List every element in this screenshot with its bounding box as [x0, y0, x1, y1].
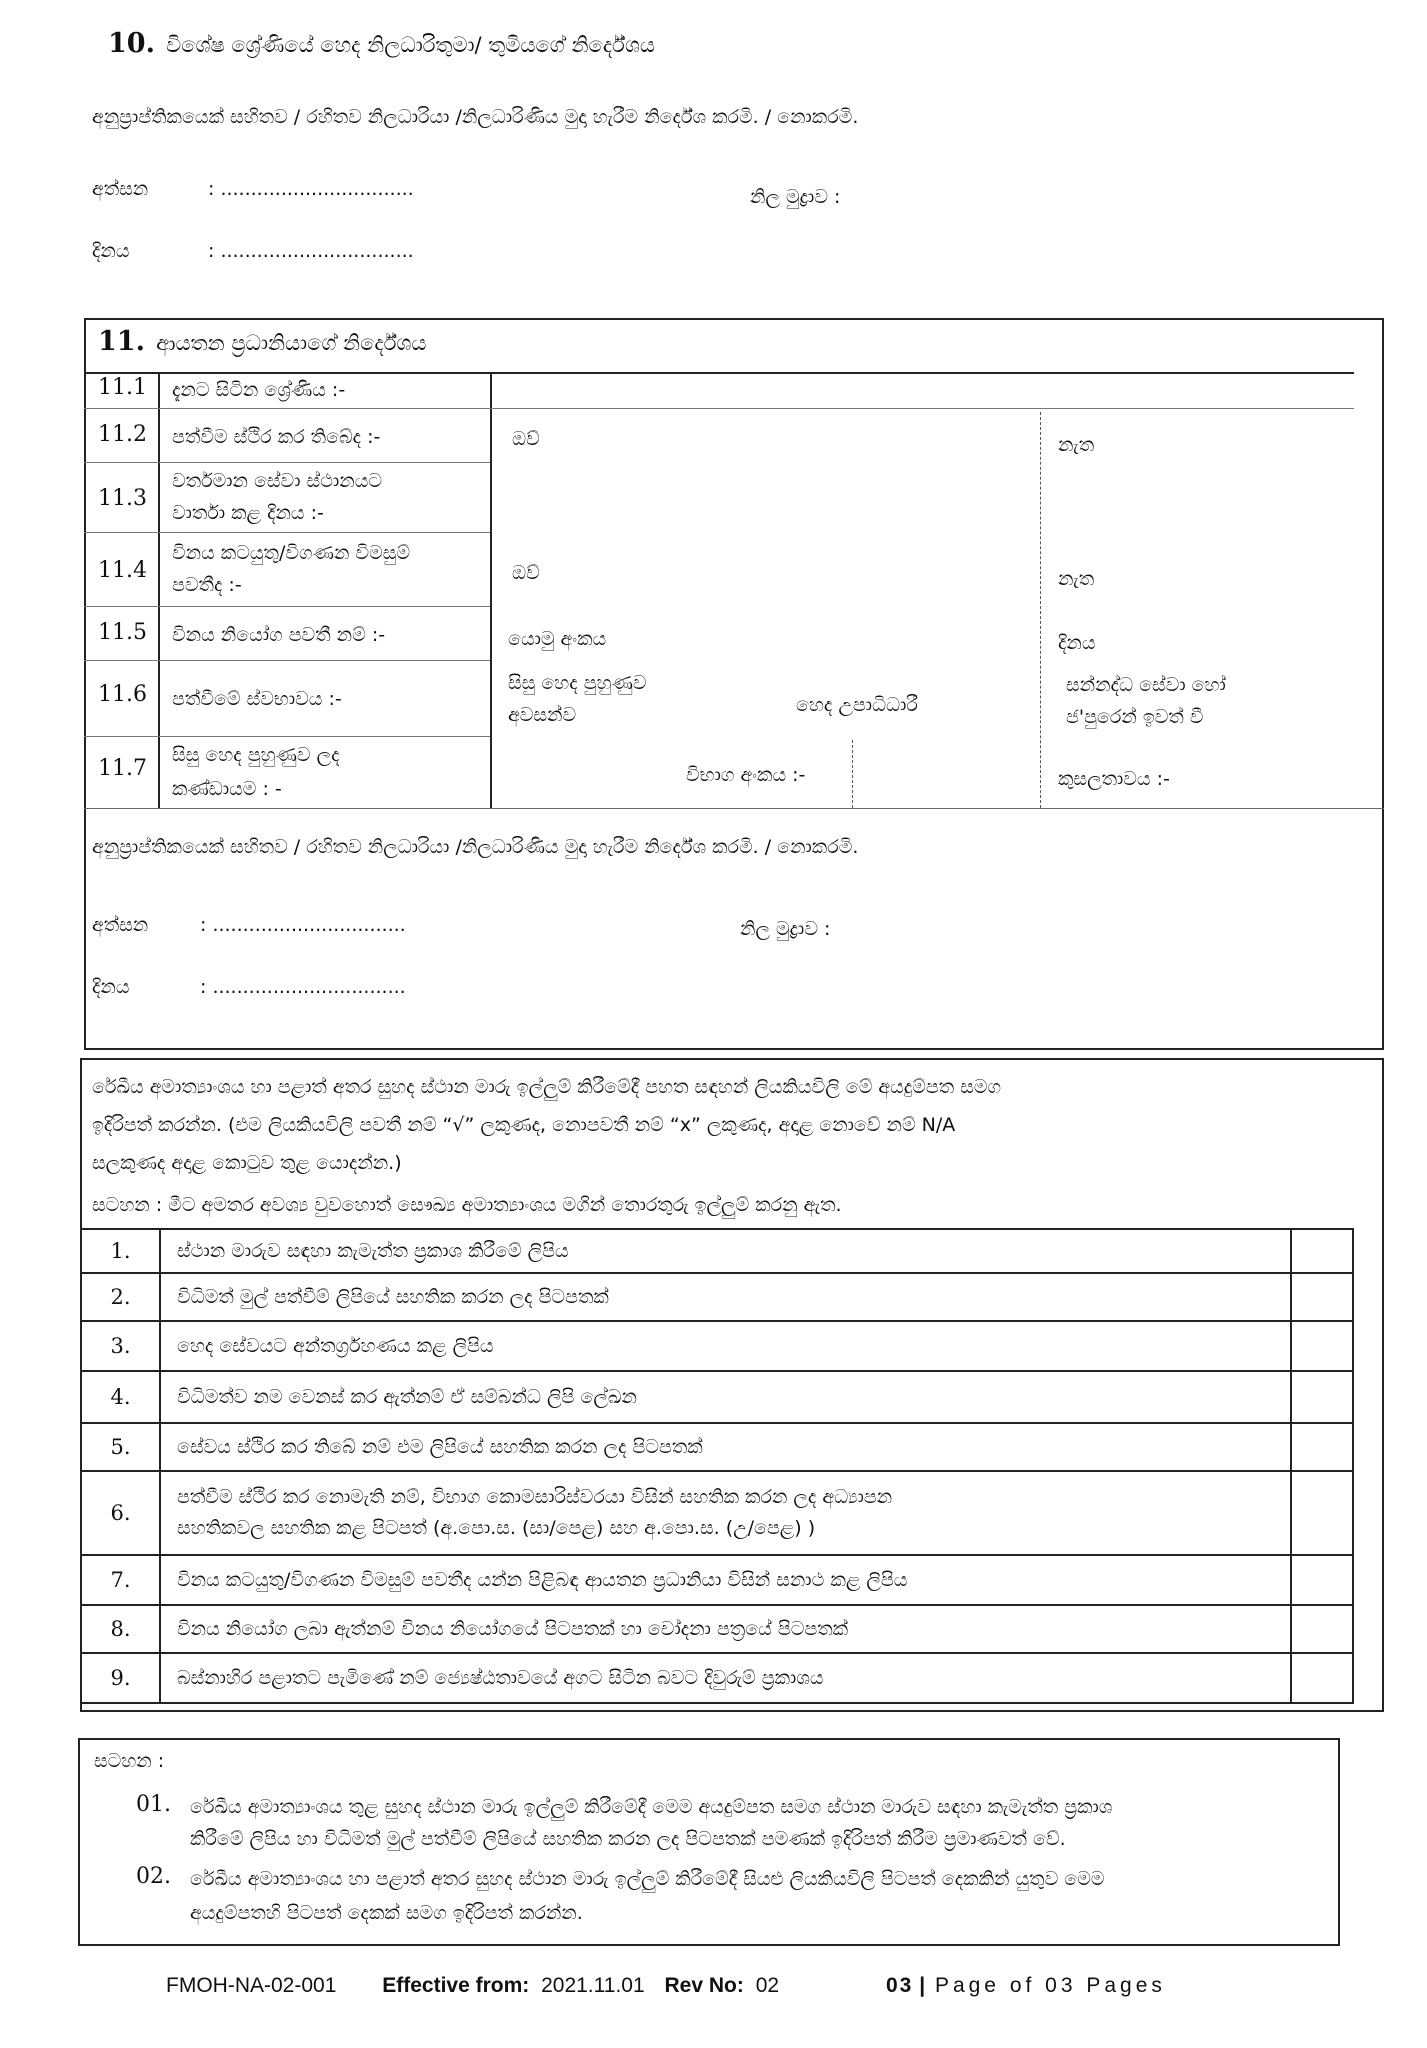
checklist-row-number: 3.	[81, 1321, 160, 1371]
footer-page-separator: |	[919, 1974, 926, 1997]
note-2-line1: රේඛීය අමාත්‍යාංශය හා පළාත් අතර සුහද ස්ථාන මාරු ඉල්ලුම් කිරීමේදී සියළු ලියකියවිලි පිටපත් දෙකකින් යුතුව මෙම	[190, 1868, 1105, 1890]
section-10-title: විශේෂ ශ්‍රේණියේ හෙද නිලධාරිතුමා/ තුමියගේ නිර්දේශය	[166, 33, 655, 57]
checklist-row-text: බස්නාහිර පළාතට පැමිණේ නම් ජ්‍යෙෂ්ඨතාවයේ අගට සිටින බවට දිවුරුම් ප්‍රකාශය	[160, 1653, 1291, 1703]
row-11-3-label-line1: වර්තමාන සේවා ස්ථානයට	[172, 470, 383, 492]
checklist-intro-line1: රේඛීය අමාත්‍යාංශය හා පළාත් අතර සුහද ස්ථාන මාරු ඉල්ලුම් කිරීමේදී පහත සඳහන් ලියකියවිලි මේ අයදුම්පත සමග	[92, 1076, 1002, 1098]
section-11-table-bottom	[84, 808, 1384, 809]
checklist-checkbox[interactable]	[1291, 1605, 1353, 1653]
checklist-checkbox[interactable]	[1291, 1471, 1353, 1555]
footer-page	[886, 1974, 1166, 1998]
section-10-signature-field[interactable]: : ................................	[208, 178, 414, 200]
checklist-row-number: 6.	[81, 1471, 160, 1555]
row-11-4-divider	[84, 606, 490, 607]
note-2-number: 02.	[136, 1864, 171, 1889]
notes-title: සටහන :	[94, 1750, 165, 1772]
section-10-heading	[108, 28, 655, 59]
checklist-row-text: විධිමත්ව නම වෙනස් කර ඇත්නම් ඒ සම්බන්ධ ලිපි ලේඛන	[160, 1371, 1291, 1423]
checklist-row-number: 5.	[81, 1423, 160, 1471]
footer-effective-label: Effective from:	[382, 1974, 530, 1997]
checklist-row	[81, 1229, 1353, 1273]
row-11-6-option-armed-services-line1[interactable]: සන්නද්ධ සේවා හෝ	[1066, 674, 1226, 696]
note-1-line1: රේඛීය අමාත්‍යාංශය තුළ සුහද ස්ථාන මාරු ඉල්ලුම් කිරීමේදී මෙම අයදුම්පත සමග ස්ථාන මාරුව සඳහා කැමැත්ත ප්‍රකාශ	[190, 1796, 1113, 1818]
row-11-1-divider	[84, 408, 1354, 409]
footer-rev-label: Rev No:	[664, 1974, 744, 1997]
checklist-row-text: හෙද සේවයට අන්තර්ග්‍රහණය කළ ලිපිය	[160, 1321, 1291, 1371]
section-10-signature-label: අත්සන	[92, 178, 149, 200]
checklist-checkbox[interactable]	[1291, 1653, 1353, 1703]
section-11-recommendation: අනුප්‍රාප්තිකයෙක් සහිතව / රහිතව නිලධාරියා /නිලධාරිණිය මුදා හැරීම නිර්දේශ කරමි. / නොකරමි.	[92, 836, 859, 858]
section-11-stamp-label: නිල මුද්‍රාව :	[740, 918, 831, 940]
checklist-row-text: විනය නියෝග ලබා ඇත්නම් විනය නියෝගයේ පිටපතක් හා චෝදනා පත්‍රයේ පිටපතක්	[160, 1605, 1291, 1653]
row-11-6-number: 11.6	[98, 682, 147, 707]
row-11-3-number: 11.3	[98, 486, 147, 511]
checklist-row-text: ස්ථාන මාරුව සඳහා කැමැත්ත ප්‍රකාශ කිරීමේ ලිපිය	[160, 1229, 1291, 1273]
checklist-checkbox[interactable]	[1291, 1371, 1353, 1423]
row-11-3-divider	[84, 532, 490, 533]
section-11-title: ආයතන ප්‍රධානියාගේ නිර්දේශය	[156, 331, 427, 355]
row-11-1-number: 11.1	[98, 375, 147, 400]
row-11-5-divider	[84, 660, 490, 661]
checklist-row-text: විධිමත් මුල් පත්වීම් ලිපියේ සහතික කරන ලද පිටපතක්	[160, 1273, 1291, 1321]
checklist-row-number: 2.	[81, 1273, 160, 1321]
checklist-intro-line3: සලකුණද අදාළ කොටුව තුළ යොදන්න.)	[92, 1152, 402, 1174]
footer-form-code: FMOH-NA-02-001	[166, 1974, 337, 1997]
note-1-number: 01.	[136, 1792, 171, 1817]
section-11-date-label: දිනය	[92, 976, 130, 998]
checklist-checkbox[interactable]	[1291, 1321, 1353, 1371]
row-11-1-label: දැනට සිටින ශ්‍රේණිය :-	[172, 379, 346, 401]
section-10-date-field[interactable]: : ................................	[208, 240, 414, 262]
checklist-row-number: 9.	[81, 1653, 160, 1703]
row-11-5-reference-number[interactable]: යොමු අංකය	[508, 628, 607, 650]
section-11-signature-field[interactable]: : ................................	[200, 914, 406, 936]
checklist-row-text	[160, 1471, 1291, 1555]
checklist-table	[80, 1228, 1354, 1704]
checklist-row-number: 7.	[81, 1555, 160, 1605]
row-11-4-label-line1: විනය කටයුතු/විගණන විමසුම්	[172, 542, 411, 564]
footer-page-current: 03	[886, 1974, 914, 1997]
checklist-row	[81, 1321, 1353, 1371]
footer	[166, 1974, 779, 1998]
checklist-row-number: 4.	[81, 1371, 160, 1423]
checklist-row-number: 8.	[81, 1605, 160, 1653]
row-11-6-option-armed-services-line2: ජ'පුරෙන් ඉවත් වී	[1066, 706, 1204, 728]
row-11-6-option-nursing-graduate[interactable]: හෙද උපාධිධාරී	[796, 694, 918, 716]
row-11-4-label-line2: පවතීද :-	[172, 574, 242, 596]
footer-rev-number: 02	[755, 1974, 780, 1997]
row-11-3-label-line2: වාර්තා කළ දිනය :-	[172, 502, 324, 524]
checklist-intro-line2: ඉදිරිපත් කරන්න. (එම ලියකියවිලි පවතී නම් “√” ලකුණද, නොපවතී නම් “x” ලකුණද, අදාළ නොවේ නම් N/A	[92, 1114, 956, 1136]
footer-page-text: Page of 03 Pages	[934, 1974, 1166, 1997]
checklist-row	[81, 1471, 1353, 1555]
checklist-row-text-line1: පත්වීම ස්ථිර කර නොමැති නම්, විභාග කොමසාරිස්වරයා විසින් සහතික කරන ලද අධ්‍යාපන	[177, 1486, 893, 1508]
section-11-signature-label: අත්සන	[92, 914, 149, 936]
checklist-row	[81, 1273, 1353, 1321]
row-11-6-label: පත්වීමේ ස්වභාවය :-	[172, 688, 342, 710]
row-11-2-option-yes[interactable]: ඔව්	[512, 428, 540, 450]
section-11-col-divider-2	[490, 372, 492, 808]
section-11-date-field[interactable]: : ................................	[200, 976, 406, 998]
row-11-6-divider	[84, 736, 490, 737]
row-11-7-number: 11.7	[98, 756, 147, 781]
row-11-6-option-student-nurse-line2: අවසන්ව	[508, 704, 577, 726]
section-10-recommendation: අනුප්‍රාප්තිකයෙක් සහිතව / රහිතව නිලධාරියා /නිලධාරිණිය මුදා හැරීම නිර්දේශ කරමි. / නොකරමි.	[92, 106, 859, 128]
row-11-4-option-no[interactable]: නැත	[1058, 568, 1095, 590]
checklist-row	[81, 1653, 1353, 1703]
row-11-5-label: විනය නියෝග පවතී නම් :-	[172, 624, 386, 646]
row-11-7-exam-number[interactable]: විභාග අංකය :-	[686, 764, 806, 786]
checklist-row-text: සේවය ස්ථිර කර තිබේ නම් එම ලිපියේ සහතික කරන ලද පිටපතක්	[160, 1423, 1291, 1471]
checklist-checkbox[interactable]	[1291, 1273, 1353, 1321]
section-10-date-label: දිනය	[92, 240, 130, 262]
section-11-dashed-divider-right	[1040, 412, 1041, 808]
row-11-2-number: 11.2	[98, 422, 147, 447]
section-11-number: 11.	[98, 326, 145, 357]
section-10-number: 10.	[108, 28, 155, 59]
footer-effective-date: 2021.11.01	[541, 1974, 645, 1997]
checklist-checkbox[interactable]	[1291, 1555, 1353, 1605]
note-1-line2: කිරීමේ ලිපිය හා විධිමත් මුල් පත්වීම් ලිපියේ සහතික කරන ලද පිටපතක් පමණක් ඉදිරිපත් කිරීම ප්‍රමාණවත් වේ.	[190, 1828, 1066, 1850]
checklist-row	[81, 1555, 1353, 1605]
checklist-row	[81, 1423, 1353, 1471]
row-11-5-date[interactable]: දිනය	[1058, 632, 1096, 654]
checklist-row	[81, 1371, 1353, 1423]
row-11-2-option-no[interactable]: නැත	[1058, 434, 1095, 456]
checklist-note: සටහන : මීට අමතර අවශ්‍ය වුවහොත් සෞඛ්‍ය අමාත්‍යාංශය මගින් තොරතුරු ඉල්ලුම් කරනු ඇත.	[92, 1194, 842, 1216]
note-2-line2: අයදුම්පතහි පිටපත් දෙකක් සමග ඉදිරිපත් කරන්න.	[190, 1902, 583, 1924]
section-11-heading	[98, 326, 427, 357]
section-11-col-divider-1	[158, 372, 160, 808]
row-11-4-number: 11.4	[98, 558, 147, 583]
checklist-row-text: විනය කටයුතු/විගණන විමසුම් පවතීද යන්න පිළිබඳ ආයතන ප්‍රධානියා විසින් සනාථ කළ ලිපිය	[160, 1555, 1291, 1605]
checklist-row-text-line2: සහතිකවල සහතික කළ පිටපත් (අ.පො.ස. (සා/පෙළ) සහ අ.පො.ස. (උ/පෙළ) )	[177, 1517, 816, 1539]
section-11-dashed-divider-mid	[852, 740, 853, 808]
row-11-7-label-line1: සිසු හෙද පුහුණුව ලද	[172, 744, 340, 766]
section-10-stamp-label: නිල මුද්‍රාව :	[750, 186, 841, 208]
checklist-row-number: 1.	[81, 1229, 160, 1273]
row-11-7-merit[interactable]: කුසලතාවය :-	[1058, 768, 1170, 790]
row-11-7-label-line2: කණ්ඩායම : -	[172, 778, 282, 800]
section-11-table-top	[84, 372, 1354, 374]
checklist-checkbox[interactable]	[1291, 1229, 1353, 1273]
row-11-6-option-student-nurse-line1[interactable]: සිසු හෙද පුහුණුව	[508, 672, 647, 694]
row-11-2-divider	[84, 462, 490, 463]
checklist-row	[81, 1605, 1353, 1653]
row-11-5-number: 11.5	[98, 620, 147, 645]
row-11-4-option-yes[interactable]: ඔව්	[512, 562, 540, 584]
checklist-checkbox[interactable]	[1291, 1423, 1353, 1471]
row-11-2-label: පත්වීම ස්ථිර කර තිබේද :-	[172, 426, 381, 448]
